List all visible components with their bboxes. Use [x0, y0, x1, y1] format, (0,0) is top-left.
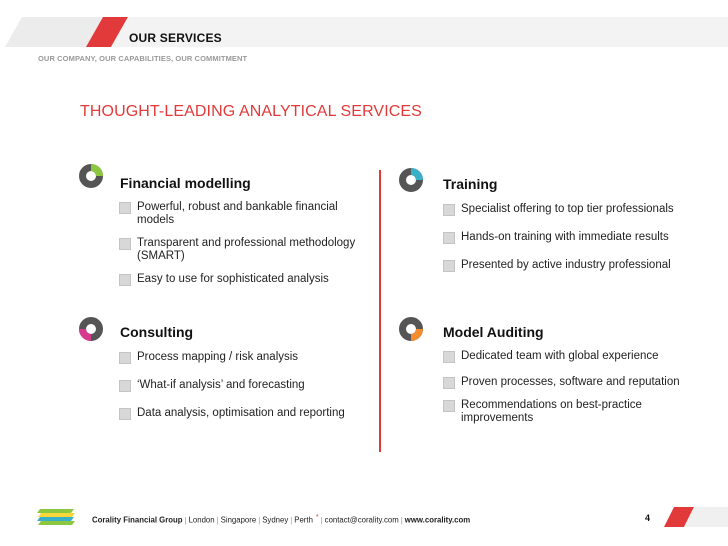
donut-chart-icon [399, 168, 423, 192]
bullet-box-icon [443, 400, 455, 412]
bullet-box-icon [119, 408, 131, 420]
list-item: Specialist offering to top tier professionals [443, 203, 718, 216]
training-list [443, 203, 718, 272]
bullet-box-icon [119, 202, 131, 214]
list-item: Powerful, robust and bankable financial models [119, 201, 369, 227]
corality-logo-icon [36, 509, 76, 525]
footer-city: Sydney [262, 515, 289, 525]
list-item: Recommendations on best-practice improvements [443, 399, 693, 425]
bullet-box-icon [119, 274, 131, 286]
bullet-box-icon [119, 380, 131, 392]
bullet-box-icon [119, 238, 131, 250]
list-item: Presented by active industry professional [443, 259, 718, 272]
donut-chart-icon [399, 317, 423, 341]
training-title: Training [443, 176, 498, 192]
donut-chart-icon [79, 317, 103, 341]
bullet-box-icon [443, 232, 455, 244]
footer-contact-line: Corality Financial Group | London | Singapore | Sydney | Perth * | contact@corality.com | www.corality.com [92, 514, 471, 525]
footer-city: Singapore [220, 515, 257, 525]
list-item: Hands-on training with immediate results [443, 231, 718, 244]
header-subtitle: OUR COMPANY, OUR CAPABILITIES, OUR COMMITMENT [38, 54, 248, 63]
list-item: Proven processes, software and reputation [443, 376, 693, 389]
footer-decoration [664, 507, 728, 527]
page-title: THOUGHT-LEADING ANALYTICAL SERVICES [80, 103, 422, 120]
footer-website-link[interactable]: www.corality.com [404, 515, 471, 525]
bullet-box-icon [443, 377, 455, 389]
footer-city: London [188, 515, 215, 525]
financial-modelling-title: Financial modelling [120, 175, 251, 191]
footer-company: Corality Financial Group [92, 515, 183, 525]
bullet-box-icon [119, 352, 131, 364]
list-item: Data analysis, optimisation and reporting [119, 407, 369, 420]
vertical-divider [379, 170, 381, 452]
list-item: Dedicated team with global experience [443, 350, 693, 363]
list-item: Process mapping / risk analysis [119, 351, 369, 364]
footer-email-link[interactable]: contact@corality.com [324, 515, 399, 525]
list-item: Transparent and professional methodology (SMART) [119, 237, 369, 263]
bullet-box-icon [443, 204, 455, 216]
donut-chart-icon [79, 164, 103, 188]
bullet-box-icon [443, 260, 455, 272]
model-auditing-list [443, 350, 693, 425]
list-item: Easy to use for sophisticated analysis [119, 273, 369, 286]
bullet-box-icon [443, 351, 455, 363]
header-band [0, 17, 728, 47]
list-item: ‘What-if analysis’ and forecasting [119, 379, 369, 392]
footer-city: Perth [294, 515, 313, 525]
consulting-title: Consulting [120, 324, 194, 340]
model-auditing-title: Model Auditing [443, 324, 544, 340]
header-title: OUR SERVICES [129, 31, 222, 45]
financial-modelling-list [119, 201, 369, 286]
page-number: 4 [645, 513, 651, 523]
consulting-list [119, 351, 369, 420]
